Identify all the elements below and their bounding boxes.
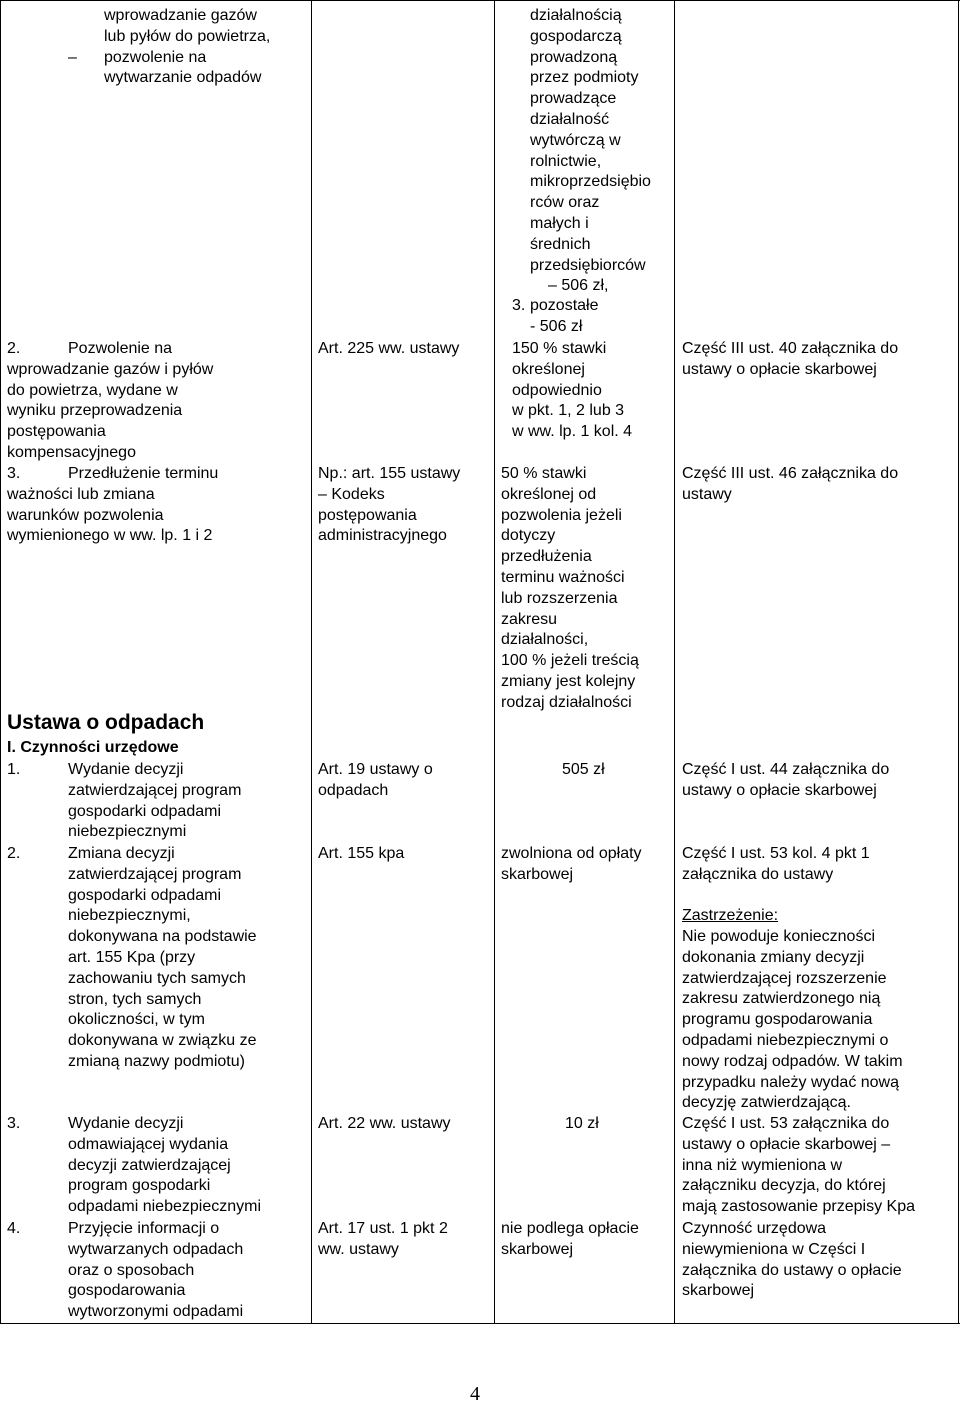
text-line: mają zastosowanie przepisy Kpa: [682, 1198, 916, 1216]
text-line: Pozwolenie na: [68, 340, 173, 357]
row2-number: 2.: [7, 340, 21, 357]
text-line: wymienionego w ww. lp. 1 i 2: [7, 527, 213, 545]
text-line: przedsiębiorców: [530, 256, 646, 274]
item3-reference: [682, 1114, 915, 1218]
item4-fee: [501, 1219, 639, 1261]
text-line: – Kodeks: [318, 485, 385, 503]
text-line: przypadku należy wydać nową: [682, 1073, 900, 1091]
text-line: postępowania: [318, 506, 417, 524]
text-line: Przyjęcie informacji o: [68, 1220, 220, 1237]
row3-fee: [501, 464, 639, 714]
column-divider-2: [494, 0, 495, 1324]
text-line: zwolniona od opłaty: [501, 845, 642, 862]
text-line: terminu ważności: [501, 568, 625, 586]
item2-fee: [501, 844, 642, 886]
text-line: określonej od: [501, 485, 597, 503]
item2-note: [682, 927, 903, 1114]
text-line: pozwolenie na: [104, 48, 207, 66]
item2-number: 2.: [7, 845, 21, 862]
item3-fee: 10 zł: [565, 1115, 599, 1132]
text-line: odpowiednio: [512, 381, 602, 399]
text-line: dokonywana w związku ze: [68, 1032, 257, 1050]
text-line: okoliczności, w tym: [68, 1011, 205, 1029]
text-line: Część III ust. 46 załącznika do: [682, 465, 899, 482]
row3-description: [7, 464, 218, 547]
item2-legal-basis: Art. 155 kpa: [318, 845, 405, 862]
row1-item3-value: - 506 zł: [530, 318, 583, 335]
text-line: ustawy o opłacie skarbowej –: [682, 1135, 891, 1153]
text-line: Np.: art. 155 ustawy: [318, 465, 461, 482]
text-line: załącznika do ustawy o opłacie: [682, 1261, 902, 1279]
text-line: w ww. lp. 1 kol. 4: [512, 423, 633, 441]
text-line: niebezpiecznymi,: [68, 907, 191, 925]
table-border-right: [958, 0, 959, 1324]
text-line: wytworzonymi odpadami: [68, 1303, 244, 1321]
text-line: działalnością: [530, 7, 622, 24]
text-line: wytwarzanych odpadach: [68, 1240, 244, 1258]
text-line: 100 % jeżeli treścią: [501, 652, 639, 670]
item3-legal-basis: Art. 22 ww. ustawy: [318, 1115, 451, 1132]
text-line: niebezpiecznymi: [68, 823, 187, 841]
text-line: warunków pozwolenia: [7, 506, 164, 524]
text-line: zakresu: [501, 610, 558, 628]
text-line: wprowadzanie gazów: [104, 7, 257, 24]
table-border-top: [0, 0, 960, 1]
text-line: odpadami niebezpiecznymi o: [682, 1031, 889, 1049]
text-line: Część I ust. 44 załącznika do: [682, 761, 890, 778]
text-line: wyniku przeprowadzenia: [7, 402, 183, 420]
text-line: dokonywana na podstawie: [68, 928, 257, 946]
text-line: mikroprzedsiębio: [530, 173, 651, 191]
text-line: dokonania zmiany decyzji: [682, 948, 865, 966]
text-line: decyzję zatwierdzającą.: [682, 1094, 851, 1112]
text-line: gospodarowania: [68, 1282, 186, 1300]
table-border-bottom: [0, 1323, 960, 1324]
text-line: Zmiana decyzji: [68, 845, 175, 862]
row2-fee: [512, 339, 632, 443]
text-line: małych i: [530, 214, 589, 232]
text-line: Czynność urzędowa: [682, 1220, 827, 1237]
text-line: zmianą nazwy podmiotu): [68, 1052, 245, 1070]
text-line: nie podlega opłacie: [501, 1220, 639, 1237]
text-line: administracyjnego: [318, 527, 447, 545]
text-line: lub pyłów do powietrza,: [104, 27, 271, 45]
text-line: ustawy: [682, 485, 732, 503]
text-line: skarbowej: [682, 1282, 755, 1300]
text-line: Art. 17 ust. 1 pkt 2: [318, 1220, 448, 1237]
text-line: Nie powoduje konieczności: [682, 928, 875, 945]
column-divider-1: [311, 0, 312, 1324]
row1-description: [104, 6, 270, 89]
row3-reference: [682, 464, 898, 506]
text-line: Wydanie decyzji: [68, 761, 184, 778]
text-line: gospodarczą: [530, 27, 622, 45]
text-line: skarbowej: [501, 1240, 574, 1258]
text-line: kompensacyjnego: [7, 443, 136, 461]
text-line: ustawy o opłacie skarbowej: [682, 360, 877, 378]
item2-reference: [682, 844, 870, 886]
text-line: programu gospodarowania: [682, 1011, 873, 1029]
text-line: prowadzoną: [530, 48, 618, 66]
text-line: postępowania: [7, 423, 106, 441]
text-line: zatwierdzającej program: [68, 781, 242, 799]
item2-note-label: Zastrzeżenie:: [682, 907, 779, 924]
text-line: przez podmioty: [530, 69, 639, 87]
text-line: decyzji zatwierdzającej: [68, 1156, 231, 1174]
section-subtitle: I. Czynności urzędowe: [7, 739, 179, 756]
text-line: lub rozszerzenia: [501, 589, 618, 607]
text-line: działalności,: [501, 631, 589, 649]
text-line: zatwierdzającej program: [68, 865, 242, 883]
item4-description: [68, 1219, 243, 1323]
text-line: ważności lub zmiana: [7, 485, 155, 503]
text-line: Art. 19 ustawy o: [318, 761, 433, 778]
text-line: program gospodarki: [68, 1177, 211, 1195]
item4-legal-basis: [318, 1219, 448, 1261]
text-line: wytwórczą w: [530, 131, 621, 149]
item1-reference: [682, 760, 889, 802]
item1-fee: 505 zł: [562, 761, 605, 778]
text-line: gospodarki odpadami: [68, 802, 221, 820]
text-line: do powietrza, wydane w: [7, 381, 178, 399]
row1-item3-number: 3.: [512, 297, 526, 314]
text-line: ustawy o opłacie skarbowej: [682, 781, 877, 799]
text-line: odpadach: [318, 781, 389, 799]
item1-description: [68, 760, 241, 843]
text-line: rców oraz: [530, 194, 600, 212]
text-line: ww. ustawy: [318, 1240, 399, 1258]
text-line: średnich: [530, 235, 591, 253]
item1-legal-basis: [318, 760, 433, 802]
text-line: zachowaniu tych samych: [68, 969, 246, 987]
item3-description: [68, 1114, 261, 1218]
section-title: Ustawa o odpadach: [7, 711, 205, 734]
text-line: wytwarzanie odpadów: [104, 69, 262, 87]
row2-reference: [682, 339, 898, 381]
text-line: wprowadzanie gazów i pyłów: [7, 360, 214, 378]
row1-dash: –: [68, 49, 77, 66]
text-line: skarbowej: [501, 865, 574, 883]
text-line: niewymieniona w Części I: [682, 1240, 866, 1258]
text-line: zakresu zatwierdzonego nią: [682, 990, 881, 1008]
item3-number: 3.: [7, 1115, 21, 1132]
text-line: 50 % stawki: [501, 465, 587, 482]
row3-legal-basis: [318, 464, 460, 547]
text-line: zmiany jest kolejny: [501, 672, 636, 690]
text-line: prowadzące: [530, 90, 617, 108]
text-line: załączniku decyzja, do której: [682, 1177, 886, 1195]
text-line: przedłużenia: [501, 548, 592, 566]
item1-number: 1.: [7, 761, 21, 778]
text-line: dotyczy: [501, 527, 556, 545]
table-border-left: [0, 0, 1, 1324]
text-line: załącznika do ustawy: [682, 865, 834, 883]
text-line: odmawiającej wydania: [68, 1135, 229, 1153]
column-divider-3: [674, 0, 675, 1324]
text-line: Część III ust. 40 załącznika do: [682, 340, 899, 357]
text-line: 150 % stawki: [512, 340, 607, 357]
text-line: art. 155 Kpa (przy: [68, 948, 196, 966]
text-line: rolnictwie,: [530, 152, 602, 170]
text-line: działalność: [530, 110, 610, 128]
text-line: rodzaj działalności: [501, 693, 632, 711]
row3-number: 3.: [7, 465, 21, 482]
text-line: Wydanie decyzji: [68, 1115, 184, 1132]
text-line: określonej: [512, 360, 585, 378]
row1-item3-text: pozostałe: [530, 297, 599, 314]
text-line: inna niż wymieniona w: [682, 1156, 843, 1174]
text-line: nowy rodzaj odpadów. W takim: [682, 1052, 903, 1070]
item2-description: [68, 844, 257, 1073]
row1-fee-value: – 506 zł,: [548, 277, 609, 294]
row2-description: [7, 339, 213, 464]
item4-number: 4.: [7, 1220, 21, 1237]
text-line: stron, tych samych: [68, 990, 202, 1008]
text-line: Przedłużenie terminu: [68, 465, 219, 482]
row2-legal-basis: Art. 225 ww. ustawy: [318, 340, 460, 357]
item4-reference: [682, 1219, 902, 1302]
text-line: odpadami niebezpiecznymi: [68, 1198, 261, 1216]
row1-fee-description: [530, 6, 651, 276]
text-line: pozwolenia jeżeli: [501, 506, 622, 524]
text-line: Część I ust. 53 załącznika do: [682, 1115, 890, 1132]
text-line: oraz o sposobach: [68, 1261, 195, 1279]
page-number: 4: [470, 1383, 480, 1405]
text-line: gospodarki odpadami: [68, 886, 221, 904]
text-line: Część I ust. 53 kol. 4 pkt 1: [682, 845, 870, 862]
text-line: zatwierdzającej rozszerzenie: [682, 969, 887, 987]
text-line: w pkt. 1, 2 lub 3: [512, 402, 625, 420]
